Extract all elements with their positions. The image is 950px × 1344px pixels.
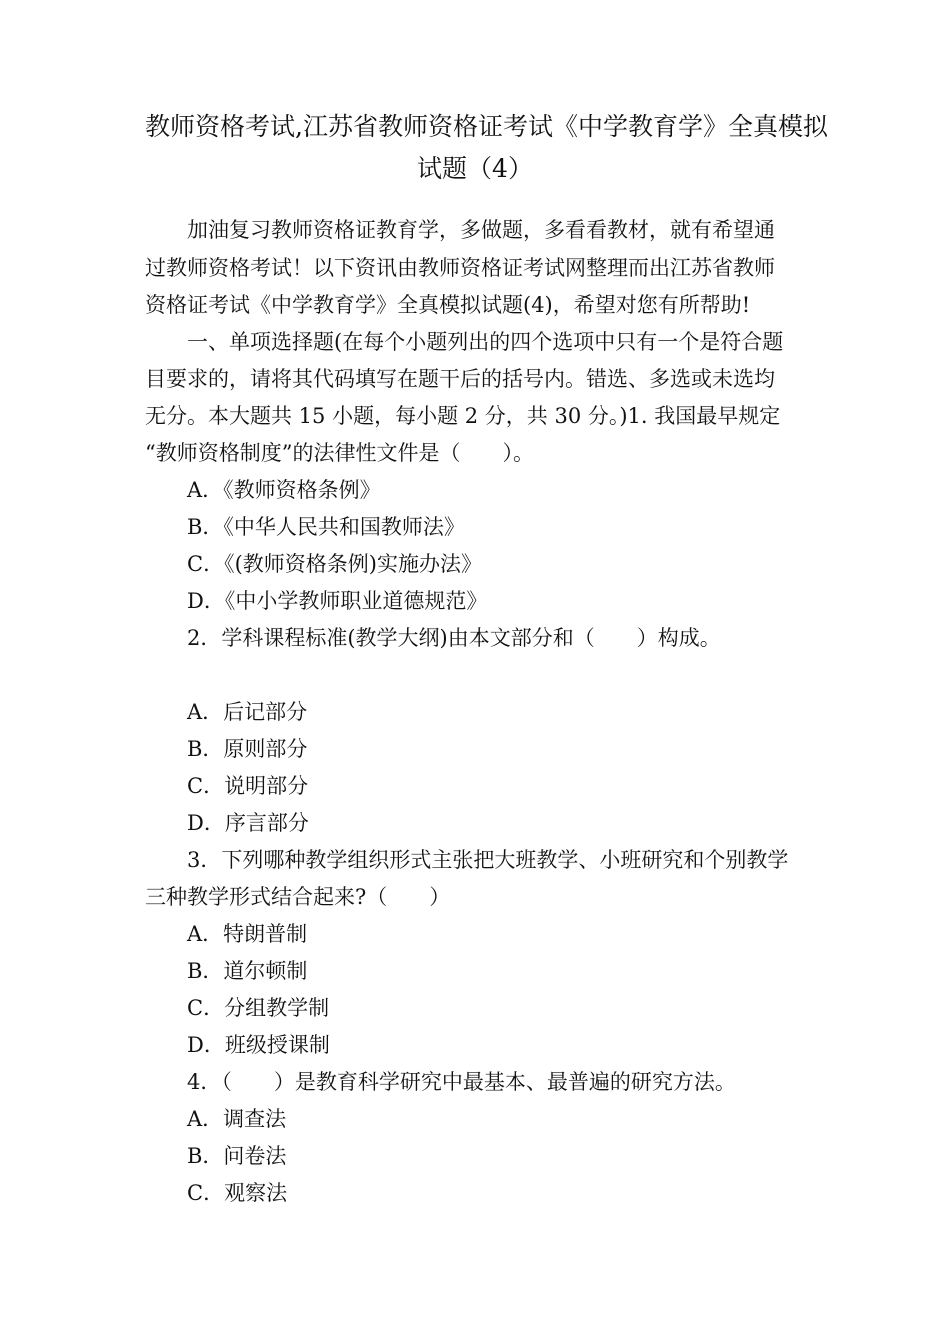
title-line-2: 试题（4） (417, 154, 533, 183)
q3-stem-line-1: 3．下列哪种教学组织形式主张把大班教学、小班研究和个别教学 (187, 848, 789, 872)
q4-option-b: B．问卷法 (187, 1144, 287, 1168)
q2-option-b: B．原则部分 (187, 737, 308, 761)
q2-option-a: A．后记部分 (187, 700, 308, 724)
q3-stem-line-2: 三种教学形式结合起来?（ ） (145, 885, 451, 909)
section-line-4: “教师资格制度”的法律性文件是（ ）。 (145, 441, 534, 465)
q1-option-a: A．《教师资格条例》 (187, 478, 381, 502)
intro-line-3: 资格证考试《中学教育学》全真模拟试题(4)，希望对您有所帮助! (145, 293, 751, 317)
q2-stem: 2．学科课程标准(教学大纲)由本文部分和（ ）构成。 (187, 626, 721, 650)
q3-option-d: D．班级授课制 (187, 1033, 330, 1057)
document-title (145, 106, 828, 190)
q1-option-d: D．《中小学教师职业道德规范》 (187, 589, 488, 613)
q4-option-c: C．观察法 (187, 1181, 288, 1205)
section-line-3: 无分。本大题共 15 小题，每小题 2 分，共 30 分。)1. 我国最早规定 (145, 404, 781, 428)
intro-line-1: 加油复习教师资格证教育学，多做题，多看看教材，就有希望通 (187, 218, 775, 242)
q3-option-b: B．道尔顿制 (187, 959, 308, 983)
q2-option-d: D．序言部分 (187, 811, 309, 835)
title-line-1: 教师资格考试,江苏省教师资格证考试《中学教育学》全真模拟 (145, 112, 828, 141)
intro-line-2: 过教师资格考试！以下资讯由教师资格证考试网整理而出江苏省教师 (145, 256, 775, 280)
section-line-1: 一、单项选择题(在每个小题列出的四个选项中只有一个是符合题 (187, 330, 784, 354)
section-line-2: 目要求的，请将其代码填写在题干后的括号内。错选、多选或未选均 (145, 367, 775, 391)
q1-option-c: C．《(教师资格条例)实施办法》 (187, 552, 482, 576)
q3-option-a: A．特朗普制 (187, 922, 308, 946)
q3-option-c: C．分组教学制 (187, 996, 330, 1020)
q2-option-c: C．说明部分 (187, 774, 309, 798)
q1-option-b: B．《中华人民共和国教师法》 (187, 515, 465, 539)
q4-option-a: A．调查法 (187, 1107, 287, 1131)
q4-stem: 4．（ ）是教育科学研究中最基本、最普遍的研究方法。 (187, 1070, 736, 1094)
